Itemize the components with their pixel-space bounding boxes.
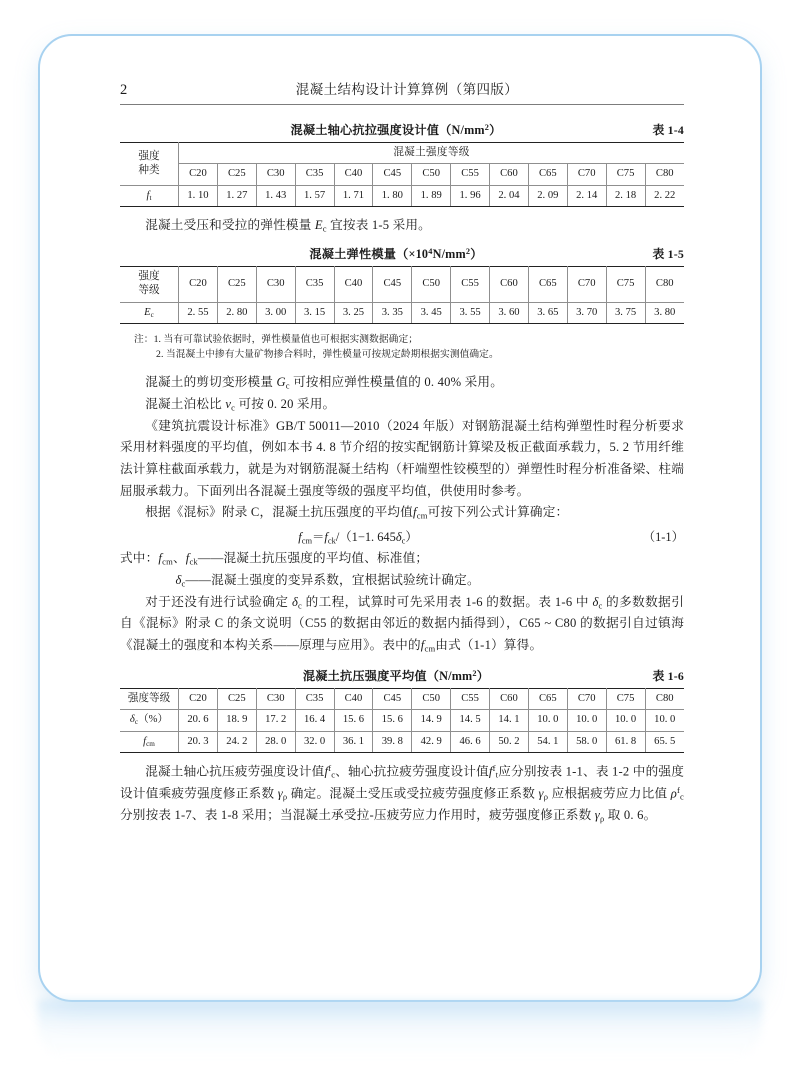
value-cell: 1. 71 xyxy=(334,185,373,207)
symbol-delta-c-subscript: c xyxy=(181,578,186,589)
formula-1-1-number: （1-1） xyxy=(642,529,684,544)
table-row xyxy=(120,185,684,207)
grade-cell: C55 xyxy=(451,266,490,302)
value-cell: 10. 0 xyxy=(645,709,684,731)
value-cell: 1. 43 xyxy=(256,185,295,207)
value-cell: 18. 9 xyxy=(217,709,256,731)
grade-cell: C45 xyxy=(373,266,412,302)
definitions-lead: 式中： xyxy=(120,551,159,566)
value-cell: 10. 0 xyxy=(528,709,567,731)
para-text-post: 可按相应弹性模量值的 0. 40% 采用。 xyxy=(289,375,504,390)
page-frame-glow xyxy=(38,1000,762,1060)
grade-cell: C40 xyxy=(334,164,373,185)
table-1-5-unit-pre: （×10 xyxy=(396,246,429,261)
value-cell: 20. 3 xyxy=(179,731,218,753)
symbol-fck: f xyxy=(185,551,190,566)
grade-cell: C40 xyxy=(334,688,373,709)
stub-header-line-1: 强度 xyxy=(138,270,160,282)
symbol-rho-fc: ρ xyxy=(670,786,677,801)
grade-cell: C70 xyxy=(567,164,606,185)
symbol-fcm-subscript: cm xyxy=(424,643,436,654)
para-text-pre: 混凝土的剪切变形模量 xyxy=(145,375,277,390)
table-row xyxy=(120,688,684,709)
grade-cell: C80 xyxy=(645,266,684,302)
value-cell: 3. 25 xyxy=(334,302,373,324)
table-1-4-wrapper xyxy=(120,142,684,207)
running-head xyxy=(120,78,684,104)
stub-header-line-2: 种类 xyxy=(138,164,160,176)
para-seg-5: 应根据疲劳应力比值 xyxy=(548,786,671,801)
table-1-6-unit-post: ） xyxy=(476,668,490,683)
value-cell: 28. 0 xyxy=(256,731,295,753)
grade-cell: C70 xyxy=(567,266,606,302)
paragraph-elastic-modulus-intro xyxy=(120,215,684,237)
table-1-4-group-header: 混凝土强度等级 xyxy=(179,143,685,164)
symbol-ft-fatigue-subscript: t xyxy=(495,770,499,781)
table-1-5-notes xyxy=(120,332,684,362)
value-cell: 2. 04 xyxy=(490,185,529,207)
table-1-4-stub-header xyxy=(120,143,179,186)
value-cell: 1. 96 xyxy=(451,185,490,207)
table-1-5-caption xyxy=(120,245,684,262)
grade-cell: C65 xyxy=(528,688,567,709)
symbol-gamma-rho: γ xyxy=(538,786,544,801)
value-cell: 10. 0 xyxy=(567,709,606,731)
table-1-6-unit-pre: （N/mm xyxy=(426,668,473,683)
value-cell: 3. 60 xyxy=(490,302,529,324)
row-label-symbol: δ xyxy=(129,713,135,725)
value-cell: 32. 0 xyxy=(295,731,334,753)
table-1-5-unit-post: ） xyxy=(470,246,483,261)
value-cell: 20. 6 xyxy=(179,709,218,731)
para-seg-3: 的多数数据引自《混标》附录 C 的条文说明（C55 的数据由邻近的数据内插得到），C65 ~ C80 的数据引自过镇海《混凝土的强度和本构关系——原理与应用》。表中的 xyxy=(120,594,684,652)
definition-separator: 、 xyxy=(172,551,186,566)
value-cell: 10. 0 xyxy=(606,709,645,731)
grade-cell: C75 xyxy=(606,164,645,185)
formula-1-1-row xyxy=(120,527,684,545)
stub-header-line-2: 等级 xyxy=(138,285,160,297)
symbol-rho-fc-superscript: f xyxy=(676,785,681,796)
symbol-gamma-rho-subscript: ρ xyxy=(599,813,605,824)
stub-header-line-1: 强度 xyxy=(138,150,160,162)
definition-line-2-text: ——混凝土强度的变异系数，宜根据试验统计确定。 xyxy=(185,572,480,587)
symbol-Ec-subscript: c xyxy=(322,223,327,234)
table-1-6-wrapper xyxy=(120,688,684,754)
value-cell: 2. 14 xyxy=(567,185,606,207)
value-cell: 3. 75 xyxy=(606,302,645,324)
symbol-gamma-rho-subscript: ρ xyxy=(543,791,549,802)
table-1-4 xyxy=(120,142,684,207)
document-page xyxy=(120,78,684,827)
table-row xyxy=(120,731,684,753)
para-seg-4: 由式（1-1）算得。 xyxy=(435,637,543,652)
paragraph-shear-modulus xyxy=(120,372,684,394)
symbol-nu-c-subscript: c xyxy=(231,402,236,413)
note-item: 注：1. 当有可靠试验依据时，弹性模量值也可根据实测数据确定； xyxy=(134,334,419,346)
table-1-5-unit-mid: N/mm xyxy=(432,246,466,261)
definition-line-1-body xyxy=(158,548,428,570)
row-label-symbol: E xyxy=(144,306,151,318)
formula-delta-subscript: c xyxy=(401,535,406,546)
symbol-ft-fatigue-superscript: f xyxy=(492,763,496,774)
definition-line-2 xyxy=(120,570,684,592)
grade-cell: C60 xyxy=(490,688,529,709)
table-1-6-title xyxy=(162,667,630,684)
grade-cell: C75 xyxy=(606,688,645,709)
grade-cell: C40 xyxy=(334,266,373,302)
symbol-delta-c-subscript: c xyxy=(598,600,603,611)
formula-equals: ＝ xyxy=(312,529,325,544)
table-1-4-row-label xyxy=(120,185,179,207)
row-label-symbol: f xyxy=(143,735,147,747)
para-seg-3: 应分别按表 1-1、表 1-2 中的强度设计值乘疲劳强度修正系数 xyxy=(120,764,684,801)
value-cell: 17. 2 xyxy=(256,709,295,731)
table-1-6-title-text: 混凝土抗压强度平均值 xyxy=(302,668,427,683)
symbol-nu-c: ν xyxy=(225,397,232,412)
table-1-6-stub-header: 强度等级 xyxy=(120,688,179,709)
grade-cell: C20 xyxy=(179,688,218,709)
value-cell: 2. 80 xyxy=(217,302,256,324)
para-text-pre: 根据《混标》附录 C，混凝土抗压强度的平均值 xyxy=(145,505,414,520)
value-cell: 1. 57 xyxy=(295,185,334,207)
symbol-gamma-rho: γ xyxy=(594,808,600,823)
row-label-subscript: c xyxy=(150,310,154,319)
table-1-4-unit-post: ） xyxy=(489,123,502,137)
para-seg-6: 分别按表 1-7、表 1-8 采用；当混凝土承受拉-压疲劳应力作用时，疲劳强度修正系数 xyxy=(120,808,595,823)
value-cell: 24. 2 xyxy=(217,731,256,753)
formula-rhs-pre: /（1−1. 645 xyxy=(335,529,396,544)
symbol-ft-fatigue: f xyxy=(488,764,493,779)
table-1-4-unit-pre: （N/mm xyxy=(439,123,485,137)
table-1-4-caption xyxy=(120,121,684,138)
symbol-delta-c-subscript: c xyxy=(298,600,302,611)
grade-cell: C80 xyxy=(645,688,684,709)
paragraph-fatigue-strength xyxy=(120,761,684,827)
grade-cell: C45 xyxy=(373,164,412,185)
symbol-Ec: E xyxy=(314,218,323,233)
grade-cell: C55 xyxy=(451,688,490,709)
grade-cell: C30 xyxy=(256,688,295,709)
symbol-fcm: f xyxy=(420,637,425,652)
para-text-post: 宜按表 1-5 采用。 xyxy=(326,218,431,233)
table-1-6-unit-sup: 2 xyxy=(472,668,477,678)
page-number: 2 xyxy=(120,82,128,98)
formula-rhs-post: ） xyxy=(405,529,418,544)
grade-cell: C80 xyxy=(645,164,684,185)
symbol-delta-c: δ xyxy=(291,594,298,609)
value-cell: 1. 89 xyxy=(412,185,451,207)
paragraph-formula-intro xyxy=(120,502,684,524)
formula-rhs-symbol: f xyxy=(324,529,328,544)
value-cell: 2. 18 xyxy=(606,185,645,207)
definition-line-2-body xyxy=(175,570,479,592)
table-1-6-caption xyxy=(120,667,684,684)
paragraph-delta-c xyxy=(120,592,684,657)
grade-cell: C35 xyxy=(295,688,334,709)
symbol-delta-c: δ xyxy=(592,594,599,609)
para-text-pre: 混凝土受压和受拉的弹性模量 xyxy=(145,218,315,233)
symbol-fc-fatigue-subscript: c xyxy=(331,770,336,781)
grade-cell: C75 xyxy=(606,266,645,302)
value-cell: 39. 8 xyxy=(373,731,412,753)
para-text-post: 可按下列公式计算确定： xyxy=(427,505,569,520)
symbol-fc-fatigue: f xyxy=(324,764,329,779)
para-text-pre: 混凝土泊松比 xyxy=(145,397,226,412)
table-1-6-row-label xyxy=(120,709,179,731)
table-1-5-unit-sup-2: 2 xyxy=(465,246,471,256)
value-cell: 46. 6 xyxy=(451,731,490,753)
symbol-Gc-subscript: c xyxy=(285,380,290,391)
formula-lhs-subscript: cm xyxy=(301,535,313,546)
table-1-5-title-text: 混凝土弹性模量 xyxy=(309,246,397,261)
grade-cell: C65 xyxy=(528,266,567,302)
table-1-5-title xyxy=(162,245,630,262)
value-cell: 3. 15 xyxy=(295,302,334,324)
table-1-5-unit-sup-1: 4 xyxy=(428,246,433,256)
row-label-subscript: c xyxy=(134,717,139,726)
para-seg-1: 混凝土轴心抗压疲劳强度设计值 xyxy=(145,764,325,779)
value-cell: 14. 5 xyxy=(451,709,490,731)
row-label-symbol: f xyxy=(146,189,150,201)
formula-1-1-expression xyxy=(120,527,626,545)
grade-cell: C55 xyxy=(451,164,490,185)
symbol-Gc: G xyxy=(276,375,286,390)
header-rule xyxy=(120,104,684,105)
formula-lhs-symbol: f xyxy=(298,529,302,544)
definition-line-1-text: ——混凝土抗压强度的平均值、标准值； xyxy=(197,551,429,566)
value-cell: 14. 1 xyxy=(490,709,529,731)
table-1-4-number: 表 1-4 xyxy=(652,123,684,137)
grade-cell: C35 xyxy=(295,266,334,302)
value-cell: 3. 65 xyxy=(528,302,567,324)
table-1-4-title xyxy=(162,121,630,138)
table-row xyxy=(120,164,684,185)
value-cell: 3. 00 xyxy=(256,302,295,324)
paragraph-seismic-standard: 《建筑抗震设计标准》GB/T 50011—2010（2024 年版）对钢筋混凝土结构弹塑性时程分析要求采用材料强度的平均值，例如本书 4. 8 节介绍的按实配钢筋计算梁及板正截面承载力，5. 2 节用纤维法计算柱截面承载力，就是为对钢筋混凝土结构（杆端塑性铰模型的）弹塑性时程分析准备梁、柱端屈服承载力。下面列出各混凝土强度等级的强度平均值，供使用时参考。 xyxy=(120,418,684,498)
grade-cell: C45 xyxy=(373,688,412,709)
table-1-5-row-label xyxy=(120,302,179,324)
value-cell: 2. 22 xyxy=(645,185,684,207)
table-row xyxy=(120,709,684,731)
value-cell: 61. 8 xyxy=(606,731,645,753)
value-cell: 3. 35 xyxy=(373,302,412,324)
definition-line-1 xyxy=(120,548,684,570)
row-label-suffix: （%） xyxy=(138,713,169,725)
value-cell: 1. 80 xyxy=(373,185,412,207)
symbol-fcm-subscript: cm xyxy=(416,510,428,521)
symbol-delta-c: δ xyxy=(175,572,182,587)
symbol-fc-fatigue-superscript: f xyxy=(328,763,332,774)
grade-cell: C50 xyxy=(412,266,451,302)
symbol-gamma-rho: γ xyxy=(277,786,283,801)
value-cell: 36. 1 xyxy=(334,731,373,753)
grade-cell: C25 xyxy=(217,688,256,709)
para-text-post: 可按 0. 20 采用。 xyxy=(235,397,336,412)
table-1-5-wrapper xyxy=(120,266,684,324)
grade-cell: C25 xyxy=(217,164,256,185)
value-cell: 15. 6 xyxy=(334,709,373,731)
table-row xyxy=(120,266,684,302)
value-cell: 3. 45 xyxy=(412,302,451,324)
table-1-4-unit-sup: 2 xyxy=(484,122,490,132)
table-1-5-number: 表 1-5 xyxy=(652,246,684,261)
grade-cell: C30 xyxy=(256,266,295,302)
grade-cell: C20 xyxy=(179,266,218,302)
value-cell: 3. 55 xyxy=(451,302,490,324)
formula-delta-symbol: δ xyxy=(395,529,402,544)
value-cell: 1. 10 xyxy=(179,185,218,207)
grade-cell: C35 xyxy=(295,164,334,185)
para-seg-7: 取 0. 6。 xyxy=(604,808,657,823)
grade-cell: C30 xyxy=(256,164,295,185)
value-cell: 2. 55 xyxy=(179,302,218,324)
para-seg-4: 确定。混凝土受压或受拉疲劳强度修正系数 xyxy=(287,786,539,801)
value-cell: 3. 70 xyxy=(567,302,606,324)
symbol-gamma-rho-subscript: ρ xyxy=(282,791,288,802)
table-1-5-stub-header xyxy=(120,266,179,302)
grade-cell: C70 xyxy=(567,688,606,709)
value-cell: 50. 2 xyxy=(490,731,529,753)
symbol-rho-fc-subscript: c xyxy=(680,791,685,802)
grade-cell: C50 xyxy=(412,688,451,709)
value-cell: 15. 6 xyxy=(373,709,412,731)
table-1-6-number: 表 1-6 xyxy=(652,668,684,683)
table-1-6-row-label xyxy=(120,731,179,753)
table-1-5 xyxy=(120,266,684,324)
symbol-fcm: f xyxy=(158,551,163,566)
symbol-fcm: f xyxy=(413,505,417,520)
value-cell: 14. 9 xyxy=(412,709,451,731)
running-title: 混凝土结构设计计算算例（第四版） xyxy=(295,82,519,97)
value-cell: 2. 09 xyxy=(528,185,567,207)
para-seg-1: 对于还没有进行试验确定 xyxy=(145,594,292,609)
table-row xyxy=(120,143,684,164)
grade-cell: C60 xyxy=(490,266,529,302)
row-label-subscript: t xyxy=(149,193,152,202)
paragraph-poisson-ratio xyxy=(120,394,684,416)
value-cell: 54. 1 xyxy=(528,731,567,753)
para-seg-2: 的工程，试算时可先采用表 1-6 的数据。表 1-6 中 xyxy=(302,594,593,609)
row-label-subscript: cm xyxy=(146,739,155,748)
value-cell: 1. 27 xyxy=(217,185,256,207)
table-1-6 xyxy=(120,688,684,754)
value-cell: 16. 4 xyxy=(295,709,334,731)
grade-cell: C50 xyxy=(412,164,451,185)
para-seg-2: 、轴心抗拉疲劳强度设计值 xyxy=(335,764,489,779)
table-1-4-title-text: 混凝土轴心抗拉强度设计值 xyxy=(290,123,440,137)
value-cell: 65. 5 xyxy=(645,731,684,753)
formula-rhs-subscript: ck xyxy=(327,535,336,546)
grade-cell: C65 xyxy=(528,164,567,185)
grade-cell: C60 xyxy=(490,164,529,185)
table-row xyxy=(120,302,684,324)
formula-definitions xyxy=(120,548,684,591)
symbol-fcm-subscript: cm xyxy=(162,556,173,567)
symbol-fck-subscript: ck xyxy=(189,556,198,567)
value-cell: 58. 0 xyxy=(567,731,606,753)
value-cell: 42. 9 xyxy=(412,731,451,753)
note-item: 2. 当混凝土中掺有大量矿物掺合料时，弹性模量可按规定龄期根据实测值确定。 xyxy=(156,349,499,361)
grade-cell: C20 xyxy=(179,164,218,185)
grade-cell: C25 xyxy=(217,266,256,302)
value-cell: 3. 80 xyxy=(645,302,684,324)
